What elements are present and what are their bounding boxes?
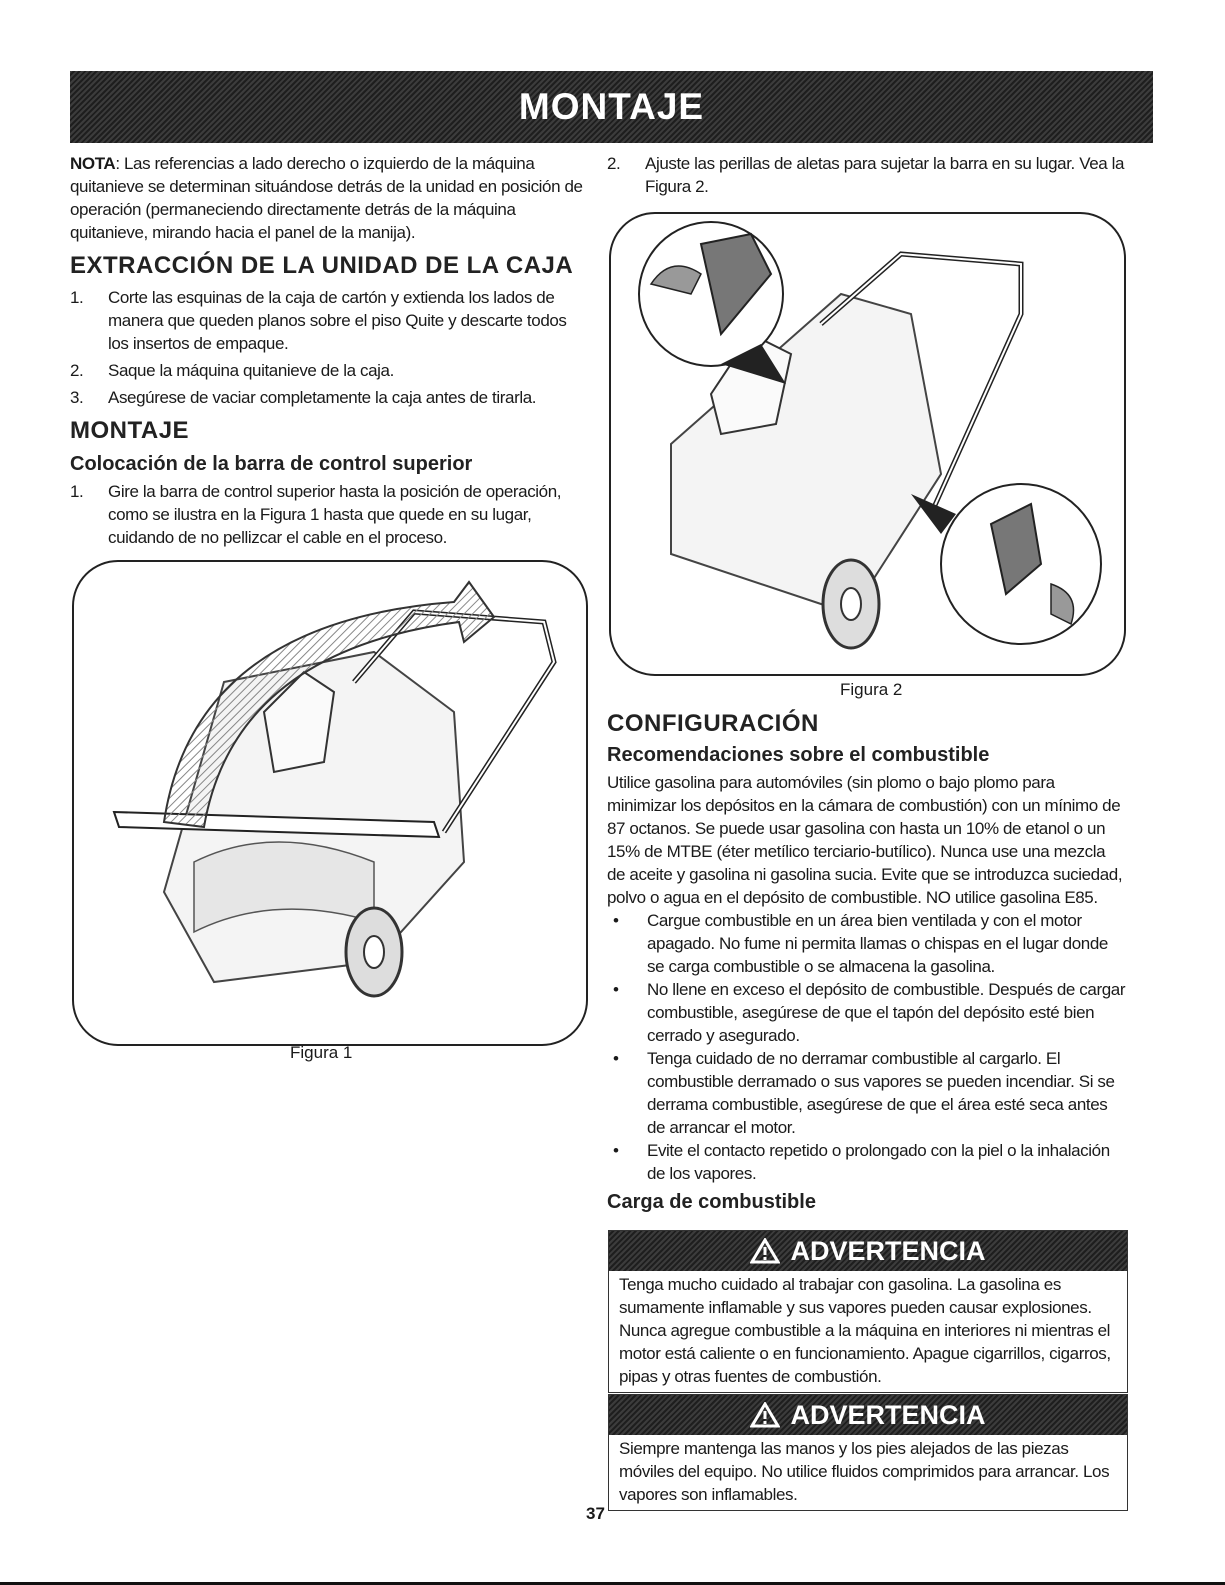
section-heading-configuration: CONFIGURACIÓN — [607, 710, 819, 737]
right-column-bottom — [607, 706, 1127, 1218]
warning-text: Tenga mucho cuidado al trabajar con gasolina. La gasolina es sumamente inflamable y sus vapores pueden causar explosiones. Nunca agregue combustible a la máquina en interiores ni mientras el motor está caliente o en funcionamiento. Apague cigarrillos, cigarros, pipas y otras fuentes de combustión. — [619, 1275, 1111, 1386]
bullet-item — [607, 909, 1127, 978]
list-text: Ajuste las perillas de aletas para sujetar la barra en su lugar. Vea la Figura 2. — [645, 154, 1125, 196]
list-number: 1. — [70, 288, 84, 307]
page-banner — [70, 71, 1153, 143]
bullet-symbol: • — [613, 1141, 619, 1160]
warning-title: ADVERTENCIA — [790, 1235, 986, 1266]
snowblower-handle-illustration — [74, 562, 586, 1044]
warning-text: Siempre mantenga las manos y los pies alejados de las piezas móviles del equipo. No utilice fluidos comprimidos para arrancar. Los vapores son inflamables. — [619, 1439, 1110, 1504]
figure-1-caption: Figura 1 — [290, 1043, 353, 1062]
figure-1-frame — [72, 560, 588, 1046]
warning-header — [609, 1231, 1127, 1271]
bullet-symbol: • — [613, 980, 619, 999]
figure-2-frame — [609, 212, 1126, 676]
bullet-text: No llene en exceso el depósito de combustible. Después de cargar combustible, asegúrese de que el tapón del depósito esté bien cerrado y asegurado. — [647, 980, 1126, 1045]
list-text: Saque la máquina quitanieve de la caja. — [108, 361, 394, 380]
bullet-item — [607, 1139, 1127, 1185]
subsection-heading-fuel-loading: Carga de combustible — [607, 1191, 816, 1213]
bullet-text: Cargue combustible en un área bien ventilada y con el motor apagado. No fume ni permita llamas o chispas en el lugar donde se carga combustible o se almacena la gasolina. — [647, 911, 1108, 976]
warning-box-2 — [608, 1394, 1128, 1511]
knob-tightening-illustration — [611, 214, 1124, 674]
banner-title: MONTAJE — [518, 86, 705, 127]
right-column-top — [607, 152, 1127, 202]
subsection-heading-fuel-recommendations: Recomendaciones sobre el combustible — [607, 744, 990, 766]
warning-triangle-icon — [750, 1238, 780, 1264]
list-number: 2. — [70, 361, 84, 380]
list-item — [70, 359, 585, 382]
list-text: Asegúrese de vaciar completamente la caja antes de tirarla. — [108, 388, 537, 407]
warning-triangle-icon — [750, 1402, 780, 1428]
fuel-paragraph: Utilice gasolina para automóviles (sin plomo o bajo plomo para minimizar los depósitos en la cámara de combustión) con un mínimo de 87 octanos. Se puede usar gasolina con hasta un 10% de etanol o un 15% de MTBE (éter metílico terciario-butílico). Nunca use una mezcla de aceite y gasolina ni gasolina sucia. Evite que se introduzca suciedad, polvo o agua en el depósito de combustible. NO utilice gasolina E85. — [607, 773, 1123, 907]
figure-2-caption: Figura 2 — [840, 680, 903, 699]
warning-title: ADVERTENCIA — [790, 1399, 986, 1430]
note-paragraph — [70, 152, 585, 244]
list-number: 2. — [607, 154, 621, 173]
list-item — [70, 286, 585, 355]
note-text: : Las referencias a lado derecho o izquierdo de la máquina quitanieve se determinan situándose detrás de la unidad en posición de operación (permaneciendo directamente detrás de la máquina quitanieve, mirando hacia el panel de la manija). — [70, 154, 583, 242]
warning-box-1 — [608, 1230, 1128, 1393]
bullet-text: Tenga cuidado de no derramar combustible al cargarlo. El combustible derramado o sus vapores se pueden incendiar. Si se derrama combustible, asegúrese de que el área esté seca antes de arrancar el motor. — [647, 1049, 1115, 1137]
left-column — [70, 152, 585, 553]
bullet-item — [607, 1047, 1127, 1139]
list-item — [70, 386, 585, 409]
list-number: 3. — [70, 388, 84, 407]
bullet-symbol: • — [613, 911, 619, 930]
list-text: Corte las esquinas de la caja de cartón y extienda los lados de manera que queden planos sobre el piso Quite y descarte todos los insertos de empaque. — [108, 288, 567, 353]
section-heading-assembly: MONTAJE — [70, 417, 190, 444]
list-text: Gire la barra de control superior hasta la posición de operación, como se ilustra en la Figura 1 hasta que quede en su lugar, cuidando de no pellizcar el cable en el proceso. — [108, 482, 562, 547]
section-heading-unpacking: EXTRACCIÓN DE LA UNIDAD DE LA CAJA — [70, 252, 574, 279]
list-item — [70, 480, 585, 549]
subsection-heading-control-bar: Colocación de la barra de control superior — [70, 453, 473, 475]
note-label: NOTA — [70, 154, 116, 173]
page-number: 37 — [586, 1504, 605, 1523]
bullet-item — [607, 978, 1127, 1047]
bullet-text: Evite el contacto repetido o prolongado con la piel o la inhalación de los vapores. — [647, 1141, 1110, 1183]
list-number: 1. — [70, 482, 84, 501]
bullet-symbol: • — [613, 1049, 619, 1068]
warning-header — [609, 1395, 1127, 1435]
list-item — [607, 152, 1127, 198]
